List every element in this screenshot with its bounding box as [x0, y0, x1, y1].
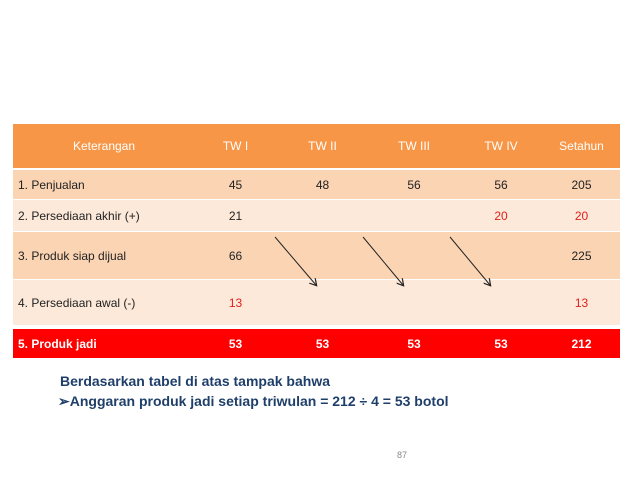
- header-tw1: TW I: [195, 124, 276, 169]
- cell-value: 13: [543, 280, 620, 326]
- table-row: [13, 280, 620, 326]
- cell-value: 21: [195, 200, 276, 232]
- note-conclusion: [58, 393, 449, 410]
- table-total-row: [13, 329, 620, 358]
- cell-label: 4. Persediaan awal (-): [13, 280, 195, 326]
- cell-value: 53: [459, 329, 543, 358]
- production-budget-table: [13, 124, 620, 358]
- table-row: [13, 232, 620, 280]
- cell-value: 56: [369, 169, 459, 200]
- note-conclusion-text: Anggaran produk jadi setiap triwulan = 212 ÷ 4 = 53 botol: [69, 393, 449, 409]
- cell-label: 1. Penjualan: [13, 169, 195, 200]
- header-setahun: Setahun: [543, 124, 620, 169]
- header-tw3: TW III: [369, 124, 459, 169]
- cell-value: [369, 280, 459, 326]
- cell-value: 205: [543, 169, 620, 200]
- cell-value: 66: [195, 232, 276, 280]
- cell-value: 45: [195, 169, 276, 200]
- page-number: 87: [397, 450, 408, 460]
- table-header-row: [13, 124, 620, 169]
- cell-value: 212: [543, 329, 620, 358]
- cell-value: 13: [195, 280, 276, 326]
- cell-label: 2. Persediaan akhir (+): [13, 200, 195, 232]
- cell-value: [276, 200, 369, 232]
- cell-value: 56: [459, 169, 543, 200]
- header-tw4: TW IV: [459, 124, 543, 169]
- cell-value: 225: [543, 232, 620, 280]
- arrow-bullet-icon: ➢: [58, 393, 70, 409]
- table-row: [13, 169, 620, 200]
- header-keterangan: Keterangan: [13, 124, 195, 169]
- cell-label: 3. Produk siap dijual: [13, 232, 195, 280]
- cell-value: [369, 232, 459, 280]
- cell-value: 53: [369, 329, 459, 358]
- cell-label: 5. Produk jadi: [13, 329, 195, 358]
- cell-value: 48: [276, 169, 369, 200]
- cell-value: 53: [195, 329, 276, 358]
- cell-value: 53: [276, 329, 369, 358]
- cell-value: 20: [543, 200, 620, 232]
- note-intro: Berdasarkan tabel di atas tampak bahwa: [60, 373, 330, 389]
- cell-value: [276, 232, 369, 280]
- cell-value: 20: [459, 200, 543, 232]
- cell-value: [276, 280, 369, 326]
- cell-value: [369, 200, 459, 232]
- cell-value: [459, 232, 543, 280]
- cell-value: [459, 280, 543, 326]
- table-row: [13, 200, 620, 232]
- header-tw2: TW II: [276, 124, 369, 169]
